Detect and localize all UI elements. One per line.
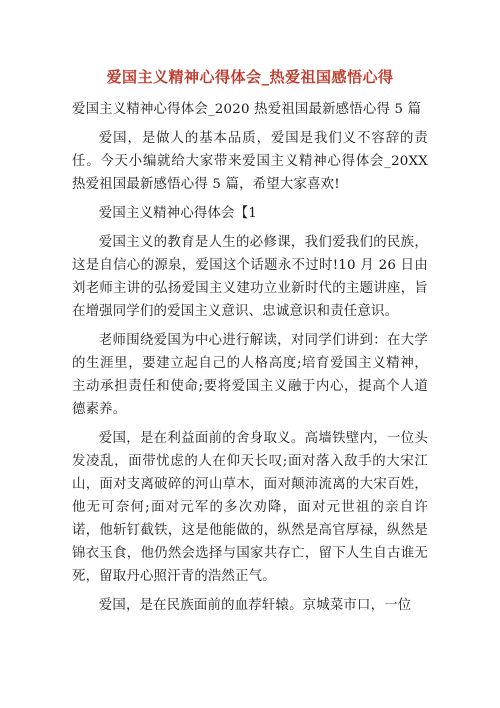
body-paragraph-1: 爱国主义的教育是人生的必修课，我们爱我们的民族，这是自信心的源泉，爱国这个话题永不过时!10 月 26 日由刘老师主讲的弘扬爱国主义建功立业新时代的主题讲座，旨在增强同学们的爱国主义意识、忠诚意识和责任意识。 <box>72 235 428 319</box>
intro-paragraph: 爱国，是做人的基本品质，爱国是我们义不容辞的责任。今天小编就给大家带来爱国主义精神心得体会_20XX 热爱祖国最新感悟心得 5 篇，希望大家喜欢! <box>72 131 428 192</box>
document-body <box>72 98 428 623</box>
document-title: 爱国主义精神心得体会_热爱祖国感悟心得 <box>106 68 394 86</box>
subtitle-paragraph: 爱国主义精神心得体会_2020 热爱祖国最新感悟心得 5 篇 <box>72 102 422 117</box>
body-paragraph-3: 爱国，是在利益面前的舍身取义。高墙铁壁内，一位头发凌乱，面带忧虑的人在仰天长叹;面对落入敌手的大宋江山，面对支离破碎的河山草木，面对颠沛流离的大宋百姓，他无可奈何;面对元军的多次劝降，面对元世祖的亲自许诺，他斩钉截铁，这是他能做的，纵然是高官厚禄，纵然是锦衣玉食，他仍然会选择与国家共存亡，留下人生自古谁无死，留取丹心照汗青的浩然正气。 <box>72 431 428 584</box>
section-heading: 爱国主义精神心得体会【1 <box>98 206 258 221</box>
body-paragraph-2: 老师围绕爱国为中心进行解读，对同学们讲到：在大学的生涯里，要建立起自己的人格高度;培育爱国主义精神，主动承担责任和使命;要将爱国主义融于内心，提高个人道德素养。 <box>72 333 428 417</box>
body-paragraph-4: 爱国，是在民族面前的血荐轩辕。京城菜市口，一位 <box>98 598 412 613</box>
